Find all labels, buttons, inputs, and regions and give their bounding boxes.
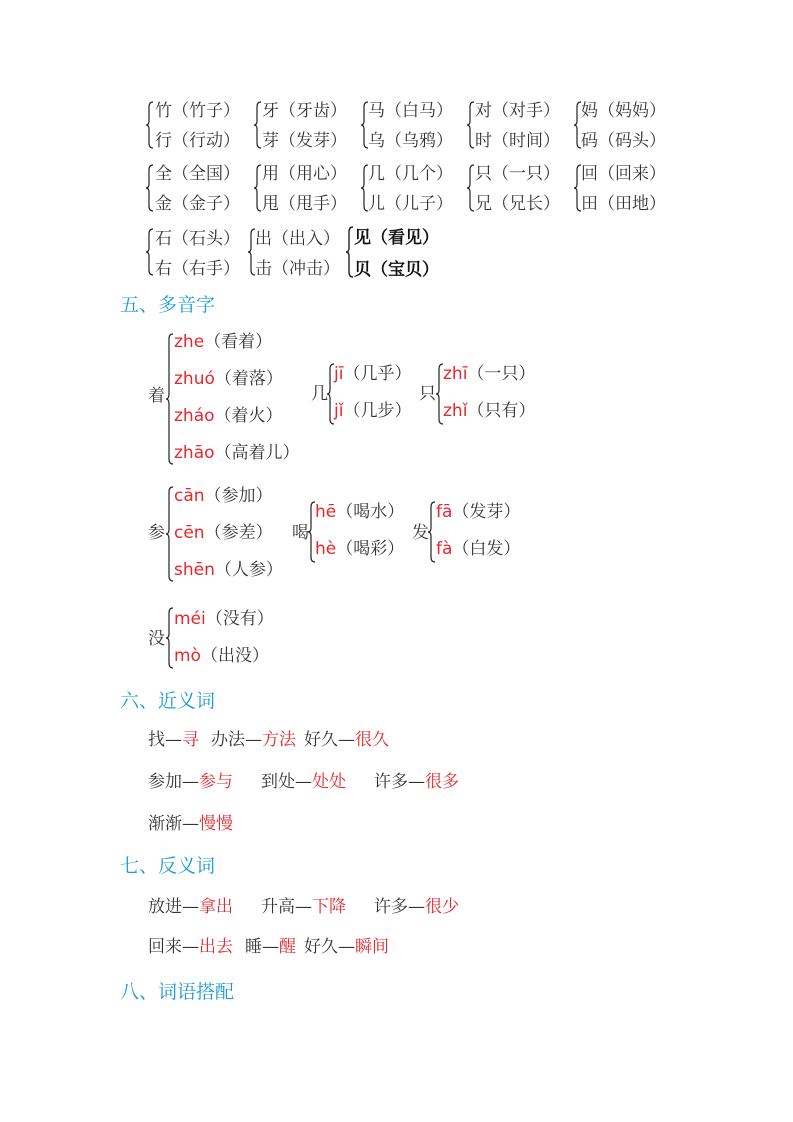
section-heading: 六、近义词 <box>120 690 216 712</box>
pair-top: 竹（竹子） <box>155 101 240 121</box>
reading-item: zhī（一只） <box>443 364 536 384</box>
polyphone-char: 几 <box>311 384 328 404</box>
reading-item: fà（白发） <box>436 539 521 559</box>
brace-icon <box>467 101 475 149</box>
pair-bottom: 金（金子） <box>155 194 240 214</box>
pair-top: 妈（妈妈） <box>581 101 666 121</box>
reading-item: zháo（着火） <box>174 406 283 426</box>
pair-bottom: 芽（发芽） <box>262 131 347 151</box>
pair-bottom: 儿（儿子） <box>368 194 453 214</box>
pair-top: 全（全国） <box>155 164 240 184</box>
reading-item: méi（没有） <box>174 609 274 629</box>
synonym-line: 参加—参与 到处—处处 许多—很多 <box>148 772 459 792</box>
pair-top: 回（回来） <box>581 164 666 184</box>
antonym-line: 回来—出去 睡—醒 好久—瞬间 <box>148 937 389 957</box>
pair-top: 见（看见） <box>354 228 439 248</box>
antonym-line: 放进—拿出 升高—下降 许多—很少 <box>148 897 459 917</box>
pair-bottom: 甩（甩手） <box>262 194 347 214</box>
section-heading: 五、多音字 <box>120 294 216 316</box>
pair-bottom: 时（时间） <box>475 131 560 151</box>
polyphone-char: 发 <box>412 523 429 543</box>
synonym-line: 找—寻 办法—方法 好久—很久 <box>148 730 389 750</box>
polyphone-char: 着 <box>148 386 165 406</box>
pair-bottom: 乌（乌鸦） <box>368 131 453 151</box>
pair-bottom: 右（右手） <box>155 259 240 279</box>
brace-icon <box>166 607 174 669</box>
section-heading: 八、词语搭配 <box>120 981 235 1003</box>
reading-item: zhǐ（只有） <box>443 401 536 421</box>
synonym-line: 渐渐—慢慢 <box>148 814 233 834</box>
pair-bottom: 行（行动） <box>155 131 240 151</box>
pair-top: 几（几个） <box>368 164 453 184</box>
brace-icon <box>146 228 154 276</box>
reading-item: zhuó（着落） <box>174 369 283 389</box>
brace-icon <box>146 164 154 212</box>
pair-top: 石（石头） <box>155 229 240 249</box>
reading-item: mò（出没） <box>174 646 269 666</box>
reading-item: zhāo（高着儿） <box>174 443 300 463</box>
reading-item: cān（参加） <box>174 486 273 506</box>
reading-item: hē（喝水） <box>315 502 405 522</box>
reading-item: jǐ（几步） <box>334 401 412 421</box>
reading-item: shēn（人参） <box>174 560 283 580</box>
brace-icon <box>166 333 174 465</box>
pair-top: 牙（牙齿） <box>262 101 347 121</box>
pair-top: 马（白马） <box>368 101 453 121</box>
pair-bottom: 兄（兄长） <box>475 194 560 214</box>
polyphone-char: 参 <box>148 523 165 543</box>
pair-top: 出（出入） <box>255 229 340 249</box>
reading-item: zhe（看着） <box>174 332 273 352</box>
brace-icon <box>254 101 262 149</box>
pair-top: 只（一只） <box>475 164 560 184</box>
reading-item: cēn（参差） <box>174 523 273 543</box>
pair-bottom: 击（冲击） <box>255 259 340 279</box>
brace-icon <box>428 501 436 563</box>
reading-item: jī（几乎） <box>334 364 412 384</box>
brace-icon <box>166 486 174 582</box>
polyphone-char: 没 <box>148 629 165 649</box>
polyphone-char: 只 <box>419 384 436 404</box>
pair-bottom: 码（码头） <box>581 131 666 151</box>
pair-top: 对（对手） <box>475 101 560 121</box>
polyphone-char: 喝 <box>292 523 309 543</box>
reading-item: hè（喝彩） <box>315 539 405 559</box>
reading-item: fā（发芽） <box>436 502 521 522</box>
brace-icon <box>254 164 262 212</box>
pair-top: 用（用心） <box>262 164 347 184</box>
pair-bottom: 田（田地） <box>581 194 666 214</box>
pair-bottom: 贝（宝贝） <box>354 260 439 280</box>
brace-icon <box>146 101 154 149</box>
brace-icon <box>346 226 354 278</box>
brace-icon <box>467 164 475 212</box>
section-heading: 七、反义词 <box>120 855 216 877</box>
